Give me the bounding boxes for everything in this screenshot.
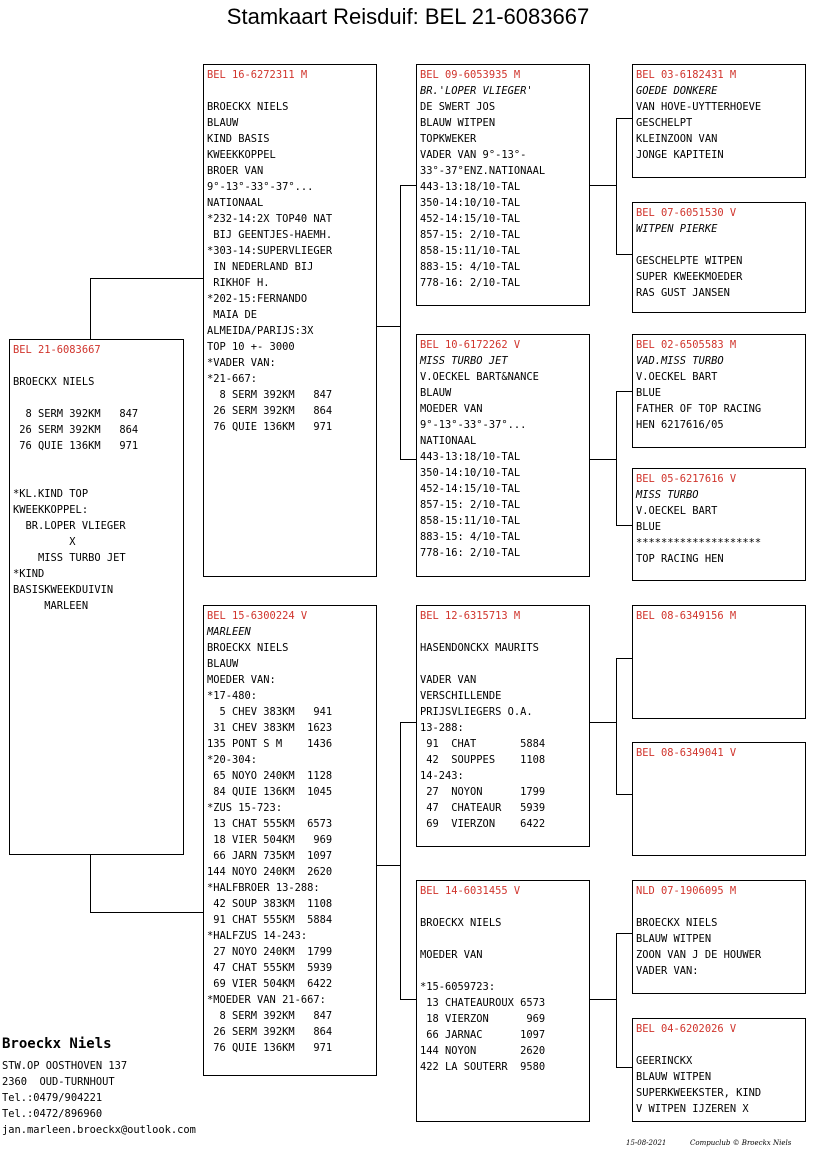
pigeon-info-line: *KIND	[13, 568, 45, 580]
pigeon-card-main	[9, 339, 184, 855]
ring-number: BEL 08-6349156 M	[636, 610, 737, 622]
pigeon-info-line: MARLEEN	[13, 600, 89, 612]
pigeon-info-line: RIKHOF H.	[207, 277, 270, 289]
connector-line	[90, 278, 204, 279]
owner-phone-1: Tel.:0479/904221	[2, 1092, 103, 1104]
pigeon-info-line: ********************	[636, 537, 762, 549]
pigeon-info-line: 883-15: 4/10-TAL	[420, 261, 521, 273]
connector-line	[376, 865, 401, 866]
connector-line	[616, 933, 632, 934]
connector-line	[616, 118, 632, 119]
pigeon-info-line: *VADER VAN:	[207, 357, 276, 369]
ring-number: BEL 15-6300224 V	[207, 610, 308, 622]
pigeon-info-line: 13-288:	[420, 722, 464, 734]
pigeon-info-line: 144 NOYO 240KM 2620	[207, 866, 333, 878]
pigeon-info-line: VADER VAN 9°-13°-	[420, 149, 527, 161]
pigeon-info-line: 26 SERM 392KM 864	[207, 1026, 333, 1038]
pigeon-info-line: BROECKX NIELS	[636, 917, 718, 929]
ring-number: BEL 12-6315713 M	[420, 610, 521, 622]
pigeon-card-mff	[632, 605, 806, 719]
pigeon-info-line: MAIA DE	[207, 309, 258, 321]
pigeon-info-line: BLAUW WITPEN	[420, 117, 496, 129]
pigeon-info-line: ZOON VAN J DE HOUWER	[636, 949, 762, 961]
pigeon-info-line: BLUE	[636, 387, 662, 399]
pigeon-info-line: 144 NOYON 2620	[420, 1045, 546, 1057]
pigeon-info-line: 858-15:11/10-TAL	[420, 515, 521, 527]
pigeon-info-line	[13, 358, 180, 374]
pigeon-info-line: KWEEKKOPPEL:	[13, 504, 89, 516]
pigeon-info-line: 135 PONT S M 1436	[207, 738, 333, 750]
footer-credit: Compuclub © Broeckx Niels	[690, 1139, 792, 1147]
pigeon-info-line: FATHER OF TOP RACING	[636, 403, 762, 415]
pigeon-info-line: *KL.KIND TOP	[13, 488, 89, 500]
pigeon-card-fmm	[632, 468, 806, 581]
pigeon-info-line: 42 SOUPPES 1108	[420, 754, 546, 766]
pigeon-info-line: GESCHELPT	[636, 117, 693, 129]
connector-line	[616, 658, 632, 659]
ring-number: NLD 07-1906095 M	[636, 885, 737, 897]
ring-number: BEL 02-6505583 M	[636, 339, 737, 351]
pigeon-info-line: *15-6059723:	[420, 981, 496, 993]
pigeon-card-father	[203, 64, 377, 577]
pigeon-info-line: BIJ GEENTJES-HAEMH.	[207, 229, 333, 241]
ring-number: BEL 21-6083667	[13, 344, 101, 356]
pigeon-info-line: 778-16: 2/10-TAL	[420, 547, 521, 559]
pigeon-info-line: 47 CHAT 555KM 5939	[207, 962, 333, 974]
footer-date: 15-08-2021	[626, 1139, 667, 1147]
pigeon-info-line: 47 CHATEAUR 5939	[420, 802, 546, 814]
ring-number: BEL 04-6202026 V	[636, 1023, 737, 1035]
pigeon-info-line: 69 VIER 504KM 6422	[207, 978, 333, 990]
pigeon-card-mfm	[632, 742, 806, 856]
pigeon-info-line: V.OECKEL BART	[636, 371, 718, 383]
pigeon-info-line: KWEEKKOPPEL	[207, 149, 276, 161]
pigeon-card-ffm	[632, 202, 806, 313]
pigeon-info-line: 452-14:15/10-TAL	[420, 483, 521, 495]
pigeon-info-line: BASISKWEEKDUIVIN	[13, 584, 114, 596]
connector-line	[589, 722, 617, 723]
pigeon-info-line: 27 NOYO 240KM 1799	[207, 946, 333, 958]
pigeon-name: BR.'LOPER VLIEGER'	[420, 85, 533, 97]
pigeon-info-line: MOEDER VAN	[420, 949, 483, 961]
pigeon-info-line: DE SWERT JOS	[420, 101, 496, 113]
pigeon-info-line: 778-16: 2/10-TAL	[420, 277, 521, 289]
connector-line	[90, 912, 204, 913]
pigeon-card-mmm	[632, 1018, 806, 1122]
pigeon-info-line: TOPKWEKER	[420, 133, 477, 145]
pigeon-info-line: 8 SERM 392KM 847	[13, 408, 139, 420]
pigeon-info-line: BR.LOPER VLIEGER	[13, 520, 126, 532]
connector-line	[616, 1067, 632, 1068]
owner-email: jan.marleen.broeckx@outlook.com	[2, 1124, 196, 1136]
owner-phone-2: Tel.:0472/896960	[2, 1108, 103, 1120]
pigeon-info-line: KIND BASIS	[207, 133, 270, 145]
pigeon-info-line: 883-15: 4/10-TAL	[420, 531, 521, 543]
pigeon-info-line	[13, 390, 180, 406]
pigeon-info-line: 66 JARNAC 1097	[420, 1029, 546, 1041]
ring-number: BEL 07-6051530 V	[636, 207, 737, 219]
pigeon-info-line: *17-480:	[207, 690, 258, 702]
pigeon-info-line: BLAUW	[207, 117, 239, 129]
pigeon-info-line: ALMEIDA/PARIJS:3X	[207, 325, 314, 337]
pigeon-info-line: 26 SERM 392KM 864	[13, 424, 139, 436]
pigeon-info-line: V WITPEN IJZEREN X	[636, 1103, 749, 1115]
pigeon-card-father-mother	[416, 334, 590, 577]
pigeon-info-line: 91 CHAT 555KM 5884	[207, 914, 333, 926]
pigeon-info-line: 18 VIERZON 969	[420, 1013, 546, 1025]
pigeon-info-line: NATIONAAL	[420, 435, 477, 447]
pigeon-info-line: MISS TURBO JET	[13, 552, 126, 564]
pigeon-name: MISS TURBO	[636, 489, 699, 501]
ring-number: BEL 10-6172262 V	[420, 339, 521, 351]
pigeon-info-line: BROER VAN	[207, 165, 264, 177]
pigeon-info-line: 84 QUIE 136KM 1045	[207, 786, 333, 798]
connector-line	[90, 278, 91, 340]
pigeon-info-line: *HALFBROER 13-288:	[207, 882, 320, 894]
pigeon-info-line: BLAUW WITPEN	[636, 1071, 712, 1083]
pigeon-info-line: MOEDER VAN	[420, 403, 483, 415]
pigeon-info-line	[636, 237, 802, 253]
pigeon-info-line: BLAUW	[207, 658, 239, 670]
pigeon-name: WITPEN PIERKE	[636, 223, 718, 235]
connector-line	[616, 794, 632, 795]
connector-line	[376, 326, 401, 327]
ring-number: BEL 09-6053935 M	[420, 69, 521, 81]
connector-line	[616, 391, 632, 392]
pigeon-info-line: VADER VAN	[420, 674, 477, 686]
pigeon-card-mmf	[632, 880, 806, 994]
pigeon-info-line: 350-14:10/10-TAL	[420, 467, 521, 479]
page-title: Stamkaart Reisduif: BEL 21-6083667	[226, 4, 590, 29]
pigeon-info-line: 13 CHAT 555KM 6573	[207, 818, 333, 830]
pigeon-info-line: 66 JARN 735KM 1097	[207, 850, 333, 862]
pigeon-info-line: BROECKX NIELS	[420, 917, 502, 929]
pigeon-info-line: VAN HOVE-UYTTERHOEVE	[636, 101, 762, 113]
pigeon-info-line: V.OECKEL BART&NANCE	[420, 371, 539, 383]
pigeon-info-line	[13, 470, 180, 486]
pigeon-info-line: BROECKX NIELS	[207, 642, 289, 654]
pigeon-info-line: SUPERKWEEKSTER, KIND	[636, 1087, 762, 1099]
connector-line	[616, 254, 632, 255]
connector-line	[616, 658, 617, 795]
connector-line	[400, 722, 416, 723]
owner-name: Broeckx Niels	[2, 1036, 112, 1052]
connector-line	[400, 459, 416, 460]
pigeon-info-line: 350-14:10/10-TAL	[420, 197, 521, 209]
pigeon-info-line: BROECKX NIELS	[13, 376, 95, 388]
owner-address-city: 2360 OUD-TURNHOUT	[2, 1076, 115, 1088]
pigeon-info-line: 452-14:15/10-TAL	[420, 213, 521, 225]
pigeon-info-line: BLAUW	[420, 387, 452, 399]
pigeon-info-line: *ZUS 15-723:	[207, 802, 283, 814]
pigeon-card-mother-mother	[416, 880, 590, 1122]
pigeon-info-line: MOEDER VAN:	[207, 674, 276, 686]
pigeon-info-line	[420, 963, 586, 979]
connector-line	[400, 185, 401, 460]
pigeon-info-line: TOP 10 +- 3000	[207, 341, 295, 353]
pigeon-info-line: SUPER KWEEKMOEDER	[636, 271, 743, 283]
pigeon-info-line: GESCHELPTE WITPEN	[636, 255, 743, 267]
pigeon-info-line: 31 CHEV 383KM 1623	[207, 722, 333, 734]
pigeon-info-line: 422 LA SOUTERR 9580	[420, 1061, 546, 1073]
pigeon-info-line: 857-15: 2/10-TAL	[420, 499, 521, 511]
pigeon-info-line	[420, 624, 586, 640]
pigeon-name: MISS TURBO JET	[420, 355, 508, 367]
pigeon-info-line: 76 QUIE 136KM 971	[207, 1042, 333, 1054]
connector-line	[400, 722, 401, 1000]
pigeon-info-line: NATIONAAL	[207, 197, 264, 209]
ring-number: BEL 08-6349041 V	[636, 747, 737, 759]
pigeon-info-line: 443-13:18/10-TAL	[420, 451, 521, 463]
pigeon-info-line: *232-14:2X TOP40 NAT	[207, 213, 333, 225]
connector-line	[400, 999, 416, 1000]
pigeon-info-line: HEN 6217616/05	[636, 419, 724, 431]
pigeon-info-line	[636, 899, 802, 915]
pigeon-info-line: 33°-37°ENZ.NATIONAAL	[420, 165, 546, 177]
pigeon-info-line: 443-13:18/10-TAL	[420, 181, 521, 193]
owner-address-street: STW.OP OOSTHOVEN 137	[2, 1060, 128, 1072]
connector-line	[400, 185, 416, 186]
connector-line	[616, 525, 632, 526]
pigeon-info-line: 857-15: 2/10-TAL	[420, 229, 521, 241]
pigeon-info-line: 9°-13°-33°-37°...	[420, 419, 527, 431]
pigeon-info-line: 18 VIER 504KM 969	[207, 834, 333, 846]
connector-line	[90, 855, 91, 913]
pigeon-info-line	[420, 899, 586, 915]
pigeon-name: GOEDE DONKERE	[636, 85, 718, 97]
pigeon-card-fmf	[632, 334, 806, 448]
pigeon-info-line	[13, 454, 180, 470]
connector-line	[589, 999, 617, 1000]
pigeon-info-line: X	[13, 536, 76, 548]
connector-line	[616, 933, 617, 1068]
pigeon-info-line: *21-667:	[207, 373, 258, 385]
pigeon-info-line: V.OECKEL BART	[636, 505, 718, 517]
pigeon-info-line: *MOEDER VAN 21-667:	[207, 994, 326, 1006]
pigeon-info-line: 65 NOYO 240KM 1128	[207, 770, 333, 782]
pigeon-info-line: 5 CHEV 383KM 941	[207, 706, 333, 718]
connector-line	[589, 459, 617, 460]
connector-line	[589, 185, 617, 186]
pigeon-info-line: BLAUW WITPEN	[636, 933, 712, 945]
pigeon-info-line: 9°-13°-33°-37°...	[207, 181, 314, 193]
pigeon-info-line: *202-15:FERNANDO	[207, 293, 308, 305]
pigeon-info-line: 91 CHAT 5884	[420, 738, 546, 750]
pigeon-info-line: JONGE KAPITEIN	[636, 149, 724, 161]
pigeon-info-line: 27 NOYON 1799	[420, 786, 546, 798]
ring-number: BEL 16-6272311 M	[207, 69, 308, 81]
pigeon-info-line: BROECKX NIELS	[207, 101, 289, 113]
pigeon-info-line: 42 SOUP 383KM 1108	[207, 898, 333, 910]
pigeon-info-line: KLEINZOON VAN	[636, 133, 718, 145]
pigeon-info-line: 8 SERM 392KM 847	[207, 1010, 333, 1022]
pigeon-info-line: *20-304:	[207, 754, 258, 766]
pigeon-info-line: 26 SERM 392KM 864	[207, 405, 333, 417]
pigeon-info-line: IN NEDERLAND BIJ	[207, 261, 314, 273]
pigeon-card-mother-father	[416, 605, 590, 847]
pigeon-info-line: PRIJSVLIEGERS O.A.	[420, 706, 533, 718]
pigeon-info-line	[420, 931, 586, 947]
pigeon-info-line: *303-14:SUPERVLIEGER	[207, 245, 333, 257]
pigeon-card-fff	[632, 64, 806, 178]
pigeon-info-line: 858-15:11/10-TAL	[420, 245, 521, 257]
pigeon-info-line: 76 QUIE 136KM 971	[13, 440, 139, 452]
pigeon-info-line: VERSCHILLENDE	[420, 690, 502, 702]
pigeon-info-line: RAS GUST JANSEN	[636, 287, 730, 299]
pigeon-info-line: BLUE	[636, 521, 662, 533]
pigeon-info-line: 13 CHATEAUROUX 6573	[420, 997, 546, 1009]
pigeon-info-line: 69 VIERZON 6422	[420, 818, 546, 830]
pigeon-info-line	[420, 656, 586, 672]
pigeon-info-line: *HALFZUS 14-243:	[207, 930, 308, 942]
pigeon-info-line: GEERINCKX	[636, 1055, 693, 1067]
ring-number: BEL 05-6217616 V	[636, 473, 737, 485]
pigeon-info-line: HASENDONCKX MAURITS	[420, 642, 539, 654]
pigeon-info-line: 8 SERM 392KM 847	[207, 389, 333, 401]
pigeon-name: MARLEEN	[207, 626, 251, 638]
connector-line	[616, 118, 617, 255]
pigeon-info-line	[636, 1037, 802, 1053]
ring-number: BEL 03-6182431 M	[636, 69, 737, 81]
pigeon-info-line: TOP RACING HEN	[636, 553, 724, 565]
pigeon-info-line: VADER VAN:	[636, 965, 699, 977]
connector-line	[616, 391, 617, 526]
pigeon-name: VAD.MISS TURBO	[636, 355, 724, 367]
ring-number: BEL 14-6031455 V	[420, 885, 521, 897]
pigeon-card-father-father	[416, 64, 590, 306]
pigeon-card-mother	[203, 605, 377, 1076]
pigeon-info-line: 76 QUIE 136KM 971	[207, 421, 333, 433]
pigeon-info-line	[207, 83, 373, 99]
pigeon-info-line: 14-243:	[420, 770, 464, 782]
